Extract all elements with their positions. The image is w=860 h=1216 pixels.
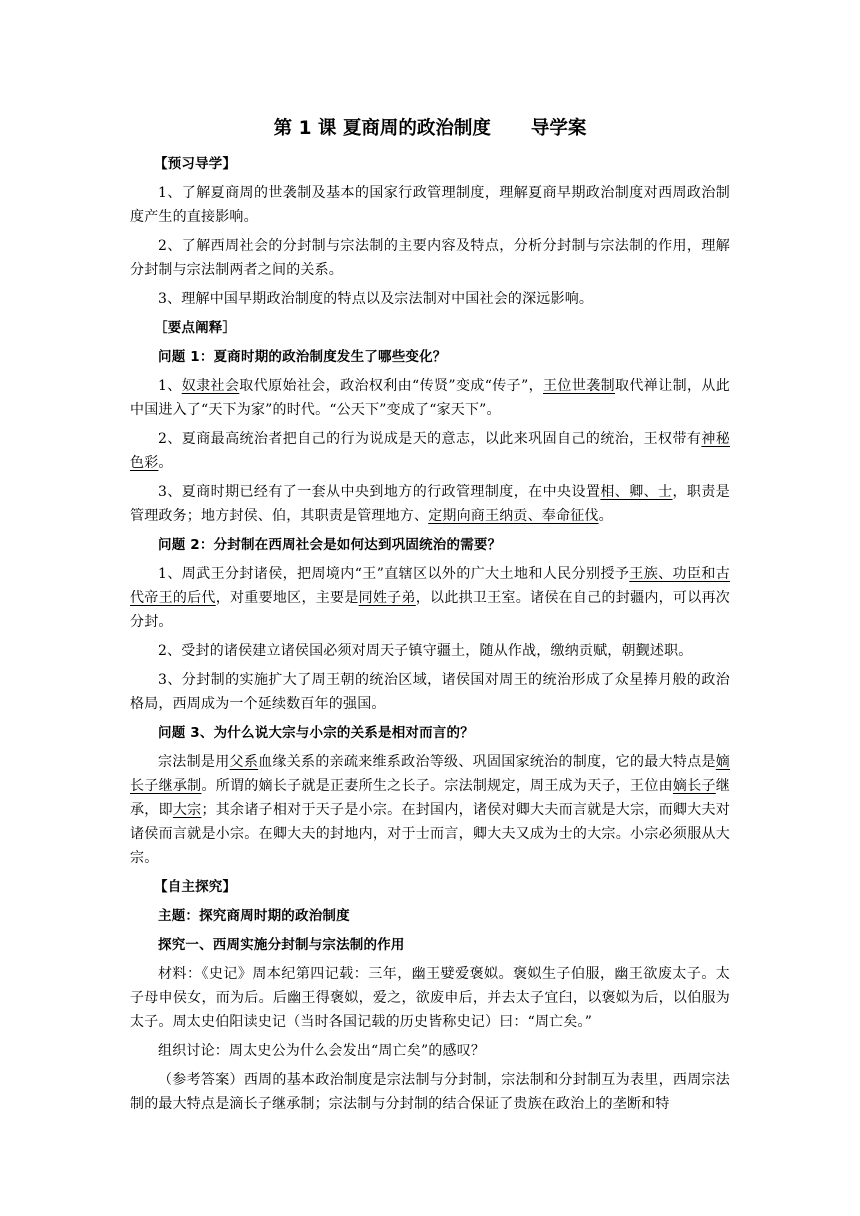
question-1: 问题 1：夏商时期的政治制度发生了哪些变化？ xyxy=(158,349,447,365)
underlined-term: 相、卿、士 xyxy=(600,484,673,500)
q1-paragraph-2: 2、夏商最高统治者把自己的行为说成是天的意志，以此来巩固自己的统治，王权带有神秘色彩。 xyxy=(130,431,730,471)
q2-paragraph-2: 2、受封的诸侯建立诸侯国必须对周天子镇守疆土，随从作战，缴纳贡赋，朝觐述职。 xyxy=(158,643,693,659)
preview-heading: 【预习导学】 xyxy=(154,156,237,172)
document-title xyxy=(130,116,730,142)
underlined-term: 嫡长子 xyxy=(672,778,716,794)
underlined-term: 大宗 xyxy=(172,802,202,818)
material-paragraph: 材料：《史记》周本纪第四记载：三年，幽王嬖爱褒姒。褒姒生子伯服，幽王欲废太子。太子母申侯女，而为后。后幽王得褒姒，爱之，欲废申后，并去太子宜臼，以褒姒为后，以伯服为太子。周太史伯阳读史记（当时各国记载的历史皆称史记）曰：“周亡矣。” xyxy=(130,966,730,1030)
question-2: 问题 2：分封制在西周社会是如何达到巩固统治的需要？ xyxy=(158,537,502,553)
q2-paragraph-1: 1、周武王分封诸侯，把周境内“王”直辖区以外的广大土地和人民分别授予王族、功臣和古代帝王的后代，对重要地区，主要是同姓子弟，以此拱卫王室。诸侯在自己的封疆内，可以再次分封。 xyxy=(130,566,730,630)
preview-item-3: 3、理解中国早期政治制度的特点以及宗法制对中国社会的深远影响。 xyxy=(158,291,594,307)
underlined-term: 父系 xyxy=(229,754,259,770)
reference-answer: （参考答案）西周的基本政治制度是宗法制与分封制，宗法制和分封制互为表里，西周宗法制的最大特点是滴长子继承制；宗法制与分封制的结合保证了贵族在政治上的垄断和特 xyxy=(130,1072,730,1112)
inquiry-1-heading: 探究一、西周实施分封制与宗法制的作用 xyxy=(158,937,405,953)
q2-paragraph-3: 3、分封制的实施扩大了周王朝的统治区域，诸侯国对周王的统治形成了众星捧月般的政治格局，西周成为一个延续数百年的强国。 xyxy=(130,672,730,712)
discussion-prompt: 组织讨论：周太史公为什么会发出“周亡矣”的感叹？ xyxy=(158,1043,486,1059)
explore-theme: 主题：探究商周时期的政治制度 xyxy=(158,908,350,924)
underlined-term: 神秘色彩 xyxy=(130,431,730,471)
preview-item-1: 1、了解夏商周的世袭制及基本的国家行政管理制度，理解夏商早期政治制度对西周政治制度产生的直接影响。 xyxy=(130,185,730,225)
underlined-term: 奴隶社会 xyxy=(181,378,240,394)
underlined-term: 同姓子弟 xyxy=(358,590,416,606)
question-3: 问题 3、为什么说大宗与小宗的关系是相对而言的？ xyxy=(158,725,474,741)
document-type: 导学案 xyxy=(530,118,587,139)
q1-paragraph-1: 1、奴隶社会取代原始社会，政治权利由“传贤”变成“传子”，王位世袭制取代禅让制，从此中国进入了“天下为家”的时代。“公天下”变成了“家天下”。 xyxy=(130,378,730,418)
underlined-term: 定期向商王纳贡、奉命征伐 xyxy=(428,508,599,524)
preview-item-2: 2、了解西周社会的分封制与宗法制的主要内容及特点，分析分封制与宗法制的作用，理解分封制与宗法制两者之间的关系。 xyxy=(130,238,730,278)
lesson-title: 第 1 课 夏商周的政治制度 xyxy=(273,118,491,139)
document-page xyxy=(130,116,730,1116)
q3-paragraph-1: 宗法制是用父系血缘关系的亲疏来维系政治等级、巩固国家统治的制度，它的最大特点是嫡长子继承制。所谓的嫡长子就是正妻所生之长子。宗法制规定，周王成为天子，王位由嫡长子继承，即大宗；其余诸子相对于天子是小宗。在封国内，诸侯对卿大夫而言就是大宗，而卿大夫对诸侯而言就是小宗。在卿大夫的封地内，对于士而言，卿大夫又成为士的大宗。小宗必须服从大宗。 xyxy=(130,754,730,866)
q1-paragraph-3: 3、夏商时期已经有了一套从中央到地方的行政管理制度，在中央设置相、卿、士，职责是管理政务；地方封侯、伯，其职责是管理地方、定期向商王纳贡、奉命征伐。 xyxy=(130,484,730,524)
underlined-term: 王位世袭制 xyxy=(543,378,616,394)
underlined-term: 嫡长子继承制 xyxy=(130,754,730,794)
explore-heading: 【自主探究】 xyxy=(154,879,237,895)
keypoints-heading: ［要点阐释］ xyxy=(154,320,237,336)
underlined-term: 王族、功臣和古代帝王的后代 xyxy=(130,566,730,606)
